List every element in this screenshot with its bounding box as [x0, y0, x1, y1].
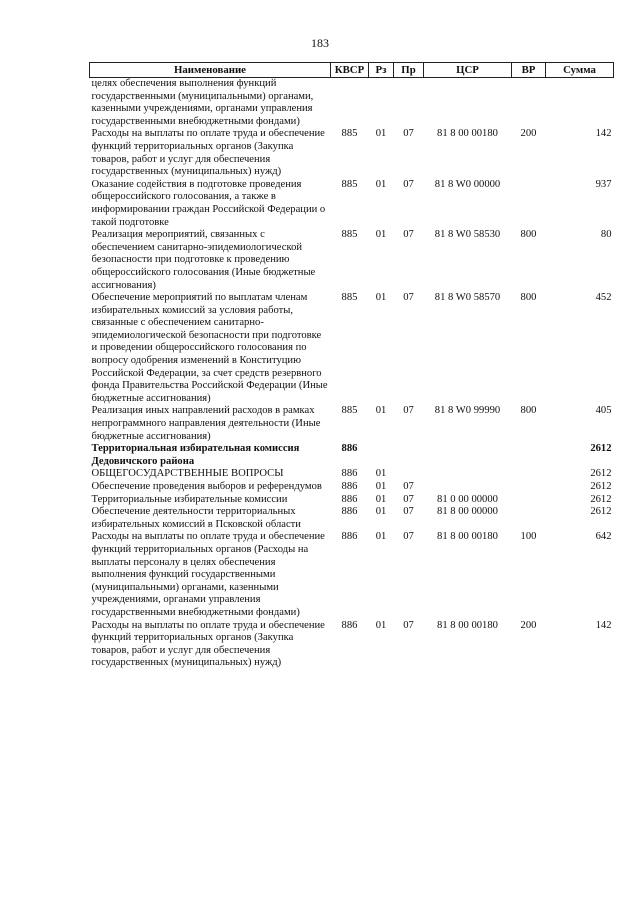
cell-pr: 07	[403, 493, 414, 505]
cell-pr: 07	[403, 128, 414, 140]
cell-vr	[512, 468, 546, 481]
cell-csr: 81 8 00 00180	[437, 531, 498, 543]
cell-vr: 100	[520, 531, 537, 543]
table-header-row	[90, 63, 614, 78]
cell-rz: 01	[375, 468, 387, 480]
cell-vr	[512, 78, 546, 129]
cell-pr: 07	[403, 405, 414, 417]
cell-rz	[369, 443, 394, 468]
cell-pr	[394, 468, 424, 481]
cell-rz: 01	[375, 405, 387, 417]
cell-pr	[394, 443, 424, 468]
cell-name: Оказание содействия в подготовке проведения общероссийского голосования, а также в информировании граждан Российской Федерации о такой подготовке	[91, 178, 326, 228]
cell-name: Реализация иных направлений расходов в рамках непрограммного направления деятельности (Иные бюджетные ассигнования)	[91, 405, 321, 442]
cell-pr: 07	[403, 481, 414, 492]
cell-name: Обеспечение мероприятий по выплатам членам избирательных комиссий за условия работы, связанные с обеспечением санитарно-эпидемиологической безопасности при подготовке и проведении общероссийского голосования по вопросу одобрения изменений в Конституцию Российской Федерации, за счет средств резервного фонда Правительства Российской Федерации (Иные бюджетные ассигнования)	[91, 292, 328, 404]
cell-sum: 452	[595, 292, 612, 304]
cell-kvsr: 885	[341, 229, 358, 241]
cell-rz: 01	[375, 481, 387, 492]
cell-sum: 142	[595, 128, 612, 140]
cell-kvsr: 886	[341, 619, 358, 631]
cell-sum: 142	[595, 619, 612, 631]
cell-csr: 81 8 W0 58570	[434, 292, 501, 304]
table-row	[90, 531, 614, 619]
cell-vr: 200	[520, 128, 537, 140]
cell-csr: 81 8 W0 58530	[434, 229, 501, 241]
cell-kvsr	[331, 78, 369, 129]
table-row	[90, 468, 614, 481]
table-row	[90, 229, 614, 292]
header-sum: Сумма	[546, 63, 614, 78]
page-number: 183	[311, 36, 329, 50]
cell-rz: 01	[375, 531, 387, 543]
cell-name: Расходы на выплаты по оплате труда и обеспечение функций территориальных органов (Расходы на выплаты персоналу в целях обеспечения выполнения функций государственными (муниципальными) органами, казенными учреждениями, органами управления государственными внебюджетными фондами)	[91, 531, 325, 618]
table-row	[90, 620, 614, 670]
cell-pr: 07	[403, 506, 414, 518]
cell-csr: 81 8 W0 99990	[434, 405, 501, 417]
cell-csr: 81 8 00 00180	[437, 619, 498, 631]
cell-vr: 800	[520, 229, 537, 241]
header-rz: Рз	[369, 63, 394, 78]
cell-csr: 81 8 00 00180	[437, 128, 498, 140]
cell-vr	[512, 481, 546, 494]
cell-csr	[424, 78, 512, 129]
cell-vr	[512, 179, 546, 229]
cell-pr: 07	[403, 229, 414, 241]
cell-rz: 01	[375, 229, 387, 241]
cell-csr	[424, 443, 512, 468]
cell-sum	[546, 78, 614, 129]
cell-kvsr: 885	[341, 405, 358, 417]
cell-sum: 2612	[590, 481, 612, 492]
cell-pr	[394, 78, 424, 129]
table-row	[90, 506, 614, 531]
cell-kvsr: 886	[341, 443, 358, 455]
cell-sum: 2612	[590, 468, 612, 480]
header-name: Наименование	[90, 63, 331, 78]
cell-name: целях обеспечения выполнения функций государственными (муниципальными) органами, казенными учреждениями, органами управления государственными внебюджетными фондами)	[91, 78, 314, 127]
budget-table	[89, 62, 614, 670]
cell-rz: 01	[375, 292, 387, 304]
cell-sum: 405	[595, 405, 612, 417]
cell-name: Территориальные избирательные комиссии	[91, 493, 288, 505]
cell-sum: 2612	[590, 493, 612, 505]
table-row	[90, 494, 614, 507]
cell-kvsr: 886	[341, 493, 358, 505]
table-row	[90, 78, 614, 129]
cell-pr: 07	[403, 619, 414, 631]
cell-name: Расходы на выплаты по оплате труда и обеспечение функций территориальных органов (Закупка товаров, работ и услуг для обеспечения государственных (муниципальных) нужд)	[91, 128, 325, 178]
header-vr: ВР	[512, 63, 546, 78]
table-row	[90, 179, 614, 229]
cell-sum: 642	[595, 531, 612, 543]
cell-sum: 937	[595, 178, 612, 190]
cell-rz: 01	[375, 178, 387, 190]
cell-rz: 01	[375, 493, 387, 505]
table-row	[90, 405, 614, 443]
cell-kvsr: 885	[341, 178, 358, 190]
cell-kvsr: 886	[341, 468, 358, 480]
cell-name: Реализация мероприятий, связанных с обеспечением санитарно-эпидемиологической безопасности при подготовке к проведению общероссийского голосования (Иные бюджетные ассигнования)	[91, 229, 316, 291]
cell-vr	[512, 506, 546, 531]
table-row	[90, 128, 614, 178]
table-row	[90, 292, 614, 405]
cell-csr: 81 8 00 00000	[437, 506, 498, 518]
header-kvsr: КВСР	[331, 63, 369, 78]
cell-pr: 07	[403, 178, 414, 190]
cell-vr: 800	[520, 292, 537, 304]
cell-name: Обеспечение проведения выборов и референдумов	[91, 481, 322, 492]
cell-kvsr: 886	[341, 481, 358, 492]
header-csr: ЦСР	[424, 63, 512, 78]
cell-vr: 800	[520, 405, 537, 417]
cell-rz: 01	[375, 619, 387, 631]
cell-pr: 07	[403, 292, 414, 304]
cell-name: Обеспечение деятельности территориальных избирательных комиссий в Псковской области	[91, 506, 301, 530]
cell-sum: 2612	[590, 506, 612, 518]
cell-name: Территориальная избирательная комиссия Дедовичского района	[91, 443, 300, 467]
cell-csr	[424, 481, 512, 494]
cell-vr: 200	[520, 619, 537, 631]
cell-sum: 80	[600, 229, 612, 241]
header-pr: Пр	[394, 63, 424, 78]
cell-kvsr: 886	[341, 531, 358, 543]
cell-kvsr: 885	[341, 292, 358, 304]
cell-rz	[369, 78, 394, 129]
cell-csr: 81 8 W0 00000	[434, 178, 501, 190]
cell-kvsr: 886	[341, 506, 358, 518]
cell-csr	[424, 468, 512, 481]
cell-sum: 2612	[590, 443, 612, 455]
table-row	[90, 481, 614, 494]
cell-name: ОБЩЕГОСУДАРСТВЕННЫЕ ВОПРОСЫ	[91, 468, 284, 480]
cell-csr: 81 0 00 00000	[437, 493, 498, 505]
cell-name: Расходы на выплаты по оплате труда и обеспечение функций территориальных органов (Закупка товаров, работ и услуг для обеспечения государственных (муниципальных) нужд)	[91, 619, 325, 669]
cell-vr	[512, 494, 546, 507]
cell-vr	[512, 443, 546, 468]
cell-pr: 07	[403, 531, 414, 543]
cell-rz: 01	[375, 506, 387, 518]
cell-rz: 01	[375, 128, 387, 140]
cell-kvsr: 885	[341, 128, 358, 140]
table-row	[90, 443, 614, 468]
